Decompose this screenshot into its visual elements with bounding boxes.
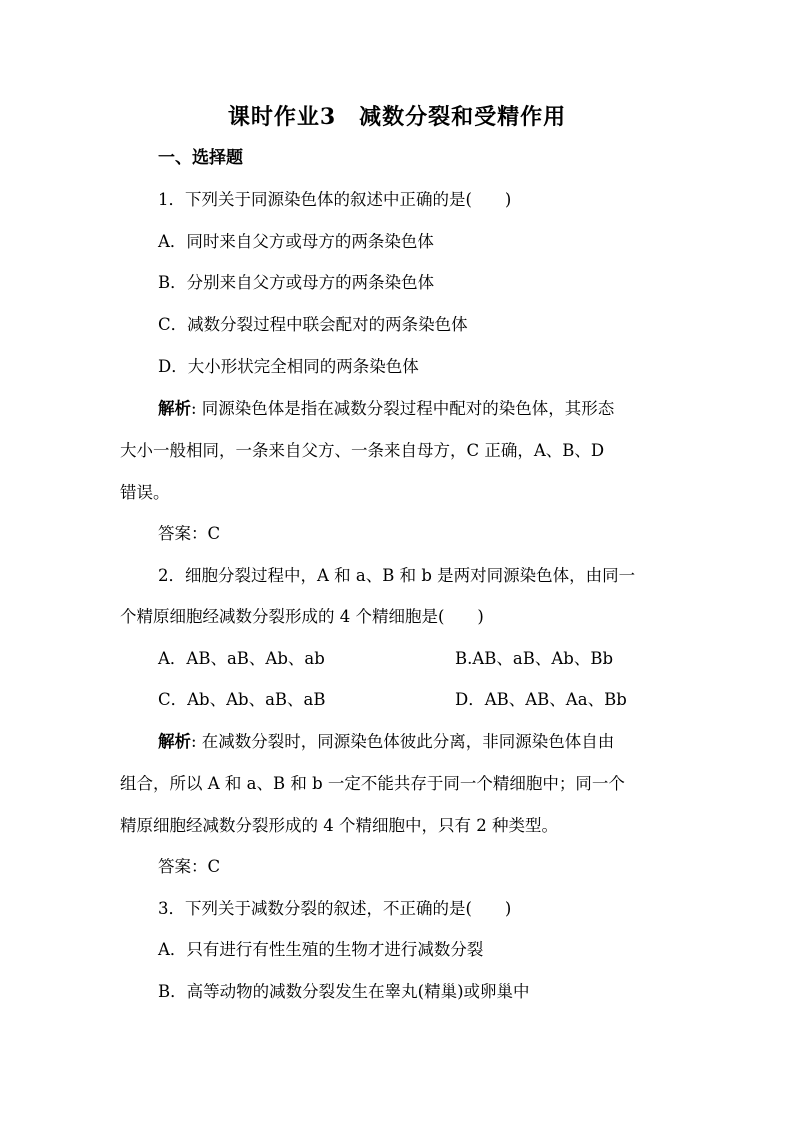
question-2-stem-line-2: 个精原细胞经减数分裂形成的 4 个精细胞是( ) xyxy=(120,607,484,626)
question-3-option-b: B．高等动物的减数分裂发生在睾丸(精巢)或卵巢中 xyxy=(158,982,530,1001)
analysis-label: 解析 xyxy=(158,732,191,751)
analysis-label: 解析 xyxy=(158,399,191,418)
question-3-stem: 3．下列关于减数分裂的叙述，不正确的是( ) xyxy=(158,899,512,918)
question-2-option-c: C．Ab、Ab、aB、aB xyxy=(158,690,326,709)
section-heading: 一、选择题 xyxy=(158,148,243,168)
question-1-analysis-line-2: 大小一般相同，一条来自父方、一条来自母方，C 正确，A、B、D xyxy=(120,441,605,460)
question-1-stem: 1．下列关于同源染色体的叙述中正确的是( ) xyxy=(158,190,512,209)
page-title: 课时作业3 减数分裂和受精作用 xyxy=(227,104,567,130)
question-1-analysis-line-1 xyxy=(158,397,614,421)
question-1-option-c: C．减数分裂过程中联会配对的两条染色体 xyxy=(158,315,468,334)
question-2-analysis-line-1 xyxy=(158,730,614,754)
question-1-analysis-line-3: 错误。 xyxy=(120,483,170,502)
question-3-option-a: A．只有进行有性生殖的生物才进行减数分裂 xyxy=(158,940,484,959)
question-2-option-a: A．AB、aB、Ab、ab xyxy=(158,649,325,668)
analysis-text: : 在减数分裂时，同源染色体彼此分离，非同源染色体自由 xyxy=(191,732,615,751)
question-2-stem-line-1: 2．细胞分裂过程中，A 和 a、B 和 b 是两对同源染色体，由同一 xyxy=(158,566,636,585)
question-2-option-d: D．AB、AB、Aa、Bb xyxy=(455,690,627,709)
question-1-option-b: B．分别来自父方或母方的两条染色体 xyxy=(158,273,435,292)
question-1-option-d: D．大小形状完全相同的两条染色体 xyxy=(158,357,419,376)
question-2-option-b: B.AB、aB、Ab、Bb xyxy=(455,649,614,668)
question-1-option-a: A．同时来自父方或母方的两条染色体 xyxy=(158,232,434,251)
question-2-analysis-line-3: 精原细胞经减数分裂形成的 4 个精细胞中，只有 2 种类型。 xyxy=(120,816,558,835)
question-2-analysis-line-2: 组合，所以 A 和 a、B 和 b 一定不能共存于同一个精细胞中；同一个 xyxy=(120,774,625,793)
question-1-answer: 答案：C xyxy=(158,524,221,543)
analysis-text: : 同源染色体是指在减数分裂过程中配对的染色体，其形态 xyxy=(191,399,615,418)
question-2-answer: 答案：C xyxy=(158,857,221,876)
